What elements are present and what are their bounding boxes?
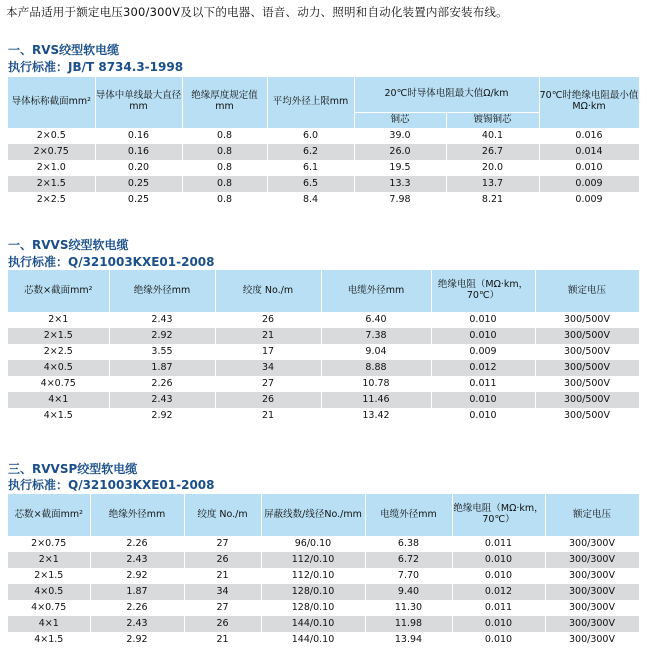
table-cell: 2×2.5 [8, 344, 109, 360]
table-cell: 7.98 [354, 192, 446, 208]
header-cell: 电缆外径mm [365, 494, 452, 536]
table-cell: 34 [215, 360, 321, 376]
table-cell: 11.46 [321, 392, 431, 408]
table-cell: 13.3 [354, 176, 446, 192]
table-cell: 2×1.5 [8, 328, 109, 344]
table-cell: 4×1 [8, 392, 109, 408]
table-row [8, 616, 639, 632]
table-cell: 2×0.5 [8, 128, 95, 144]
header-cell: 绝缘厚度规定值mm [182, 77, 267, 128]
table-cell: 0.010 [431, 328, 535, 344]
table-cell: 2.92 [109, 408, 215, 424]
table-cell: 6.2 [267, 144, 354, 160]
table-row [8, 360, 639, 376]
table-cell: 4×0.5 [8, 584, 90, 600]
table-cell: 8.4 [267, 192, 354, 208]
table-cell: 2×1.5 [8, 568, 90, 584]
table-cell: 0.20 [95, 160, 182, 176]
table-cell: 300/300V [545, 552, 639, 568]
table-cell: 4×1 [8, 616, 90, 632]
table-cell: 96/0.10 [261, 536, 365, 552]
table-cell: 0.010 [431, 408, 535, 424]
table-cell: 300/300V [545, 600, 639, 616]
table-cell: 6.40 [321, 312, 431, 328]
table-cell: 0.16 [95, 144, 182, 160]
table-cell: 300/300V [545, 584, 639, 600]
table-cell: 1.87 [109, 360, 215, 376]
table-cell: 40.1 [446, 128, 539, 144]
table-cell: 0.011 [452, 536, 545, 552]
table-cell: 9.40 [365, 584, 452, 600]
table-cell: 6.5 [267, 176, 354, 192]
header-cell: 绝缘电阻（MΩ·km，70℃） [431, 270, 535, 312]
table-cell: 300/300V [545, 616, 639, 632]
table-cell: 2.26 [109, 376, 215, 392]
table-cell: 300/500V [535, 408, 639, 424]
table-cell: 11.30 [365, 600, 452, 616]
table-cell: 2.26 [90, 600, 184, 616]
table-cell: 0.010 [452, 552, 545, 568]
table-row [8, 344, 639, 360]
rvs-spec-table [8, 77, 640, 208]
table-cell: 26.7 [446, 144, 539, 160]
table-cell: 128/0.10 [261, 584, 365, 600]
header-cell: 导体中单线最大直径mm [95, 77, 182, 128]
header-cell: 导体标称截面mm² [8, 77, 95, 128]
table-cell: 144/0.10 [261, 616, 365, 632]
table-cell: 21 [184, 568, 261, 584]
table-cell: 0.010 [452, 616, 545, 632]
section-title-rvs: 一、RVS绞型软电缆 [8, 43, 120, 57]
header-cell: 芯数×截面mm² [8, 270, 109, 312]
rvvsp-spec-table [8, 494, 640, 648]
table-cell: 2×1 [8, 312, 109, 328]
table-cell: 0.009 [539, 192, 639, 208]
table-cell: 6.0 [267, 128, 354, 144]
section-title-rvvs: 一、RVVS绞型软电缆 [8, 238, 129, 252]
table-cell: 20.0 [446, 160, 539, 176]
table-cell: 2.26 [90, 536, 184, 552]
header-cell: 额定电压 [545, 494, 639, 536]
table-cell: 300/500V [535, 360, 639, 376]
table-cell: 2.43 [90, 616, 184, 632]
table-cell: 4×1.5 [8, 632, 90, 648]
table-cell: 0.010 [431, 392, 535, 408]
table-cell: 13.94 [365, 632, 452, 648]
table-cell: 300/500V [535, 392, 639, 408]
table-cell: 2.92 [90, 568, 184, 584]
table-cell: 6.72 [365, 552, 452, 568]
header-cell: 平均外径上限mm [267, 77, 354, 128]
table-cell: 0.016 [539, 128, 639, 144]
table-cell: 8.21 [446, 192, 539, 208]
table-cell: 6.1 [267, 160, 354, 176]
header-subcell: 铜芯 [354, 112, 446, 128]
table-cell: 13.7 [446, 176, 539, 192]
table-row [8, 144, 639, 160]
table-cell: 9.04 [321, 344, 431, 360]
table-row [8, 600, 639, 616]
header-cell: 电缆外径mm [321, 270, 431, 312]
table-row [8, 392, 639, 408]
table-cell: 0.8 [182, 192, 267, 208]
header-cell: 绝缘电阻（MΩ·km，70℃） [452, 494, 545, 536]
table-cell: 39.0 [354, 128, 446, 144]
table-cell: 300/300V [545, 568, 639, 584]
table-cell: 300/500V [535, 328, 639, 344]
table-cell: 1.87 [90, 584, 184, 600]
table-row [8, 568, 639, 584]
table-cell: 144/0.10 [261, 632, 365, 648]
table-row [8, 552, 639, 568]
table-cell: 4×0.75 [8, 376, 109, 392]
table-row [8, 408, 639, 424]
table-row [8, 584, 639, 600]
table-cell: 2.43 [109, 312, 215, 328]
table-row [8, 160, 639, 176]
table-cell: 0.25 [95, 192, 182, 208]
table-cell: 2×0.75 [8, 144, 95, 160]
table-cell: 26 [215, 312, 321, 328]
table-cell: 27 [184, 600, 261, 616]
table-cell: 6.38 [365, 536, 452, 552]
header-cell: 芯数×截面mm² [8, 494, 90, 536]
section-standard-rvs: 执行标准：JB/T 8734.3-1998 [8, 60, 184, 74]
table-cell: 0.011 [452, 600, 545, 616]
header-cell: 额定电压 [535, 270, 639, 312]
table-cell: 26 [184, 616, 261, 632]
table-cell: 2×1.5 [8, 176, 95, 192]
table-cell: 0.8 [182, 128, 267, 144]
table-cell: 300/300V [545, 632, 639, 648]
table-cell: 7.70 [365, 568, 452, 584]
table-cell: 19.5 [354, 160, 446, 176]
table-cell: 26.0 [354, 144, 446, 160]
table-row [8, 536, 639, 552]
table-cell: 0.8 [182, 144, 267, 160]
table-cell: 300/500V [535, 312, 639, 328]
table-cell: 21 [215, 408, 321, 424]
intro-text: 本产品适用于额定电压300/300V及以下的电器、语音、动力、照明和自动化装置内部安装布线。 [6, 5, 508, 19]
header-cell: 绝缘外径mm [109, 270, 215, 312]
header-cell: 绝缘外径mm [90, 494, 184, 536]
table-cell: 13.42 [321, 408, 431, 424]
section-standard-rvvsp: 执行标准：Q/321003KXE01-2008 [8, 478, 215, 492]
section-title-rvvsp: 三、RVVSP绞型软电缆 [8, 462, 138, 476]
table-cell: 4×0.75 [8, 600, 90, 616]
table-cell: 2×0.75 [8, 536, 90, 552]
table-cell: 0.014 [539, 144, 639, 160]
table-cell: 17 [215, 344, 321, 360]
table-cell: 0.010 [539, 160, 639, 176]
table-cell: 2.43 [109, 392, 215, 408]
table-cell: 2×2.5 [8, 192, 95, 208]
table-cell: 21 [184, 632, 261, 648]
table-row [8, 176, 639, 192]
table-row [8, 376, 639, 392]
header-cell: 20℃时导体电阻最大值Ω/km [354, 77, 539, 112]
table-cell: 0.010 [431, 312, 535, 328]
table-row [8, 312, 639, 328]
table-cell: 4×0.5 [8, 360, 109, 376]
header-cell: 绞度 No./m [215, 270, 321, 312]
header-cell: 绞度 No./m [184, 494, 261, 536]
table-row [8, 328, 639, 344]
table-row [8, 192, 639, 208]
table-cell: 0.009 [539, 176, 639, 192]
table-cell: 26 [184, 552, 261, 568]
table-cell: 0.8 [182, 160, 267, 176]
table-cell: 2×1 [8, 552, 90, 568]
table-cell: 27 [184, 536, 261, 552]
table-cell: 0.009 [431, 344, 535, 360]
table-cell: 300/300V [545, 536, 639, 552]
table-cell: 4×1.5 [8, 408, 109, 424]
table-cell: 0.012 [431, 360, 535, 376]
header-cell: 70℃时绝缘电阻最小值MΩ·km [539, 77, 639, 128]
table-cell: 0.012 [452, 584, 545, 600]
table-cell: 2×1.0 [8, 160, 95, 176]
table-cell: 0.8 [182, 176, 267, 192]
table-cell: 0.25 [95, 176, 182, 192]
table-cell: 21 [215, 328, 321, 344]
table-cell: 0.010 [452, 568, 545, 584]
table-cell: 8.88 [321, 360, 431, 376]
rvvs-spec-table [8, 270, 640, 424]
table-row [8, 128, 639, 144]
header-cell: 屏蔽线数/线径No./mm [261, 494, 365, 536]
table-cell: 0.16 [95, 128, 182, 144]
table-row [8, 632, 639, 648]
table-cell: 300/500V [535, 344, 639, 360]
table-cell: 112/0.10 [261, 552, 365, 568]
section-standard-rvvs: 执行标准：Q/321003KXE01-2008 [8, 255, 215, 269]
table-cell: 2.92 [90, 632, 184, 648]
table-cell: 7.38 [321, 328, 431, 344]
table-cell: 2.92 [109, 328, 215, 344]
table-cell: 300/500V [535, 376, 639, 392]
table-cell: 112/0.10 [261, 568, 365, 584]
table-cell: 27 [215, 376, 321, 392]
table-cell: 0.011 [431, 376, 535, 392]
table-cell: 0.010 [452, 632, 545, 648]
header-subcell: 镀锡铜芯 [446, 112, 539, 128]
table-cell: 128/0.10 [261, 600, 365, 616]
table-cell: 26 [215, 392, 321, 408]
table-cell: 10.78 [321, 376, 431, 392]
table-cell: 2.43 [90, 552, 184, 568]
table-cell: 3.55 [109, 344, 215, 360]
table-cell: 11.98 [365, 616, 452, 632]
table-cell: 34 [184, 584, 261, 600]
